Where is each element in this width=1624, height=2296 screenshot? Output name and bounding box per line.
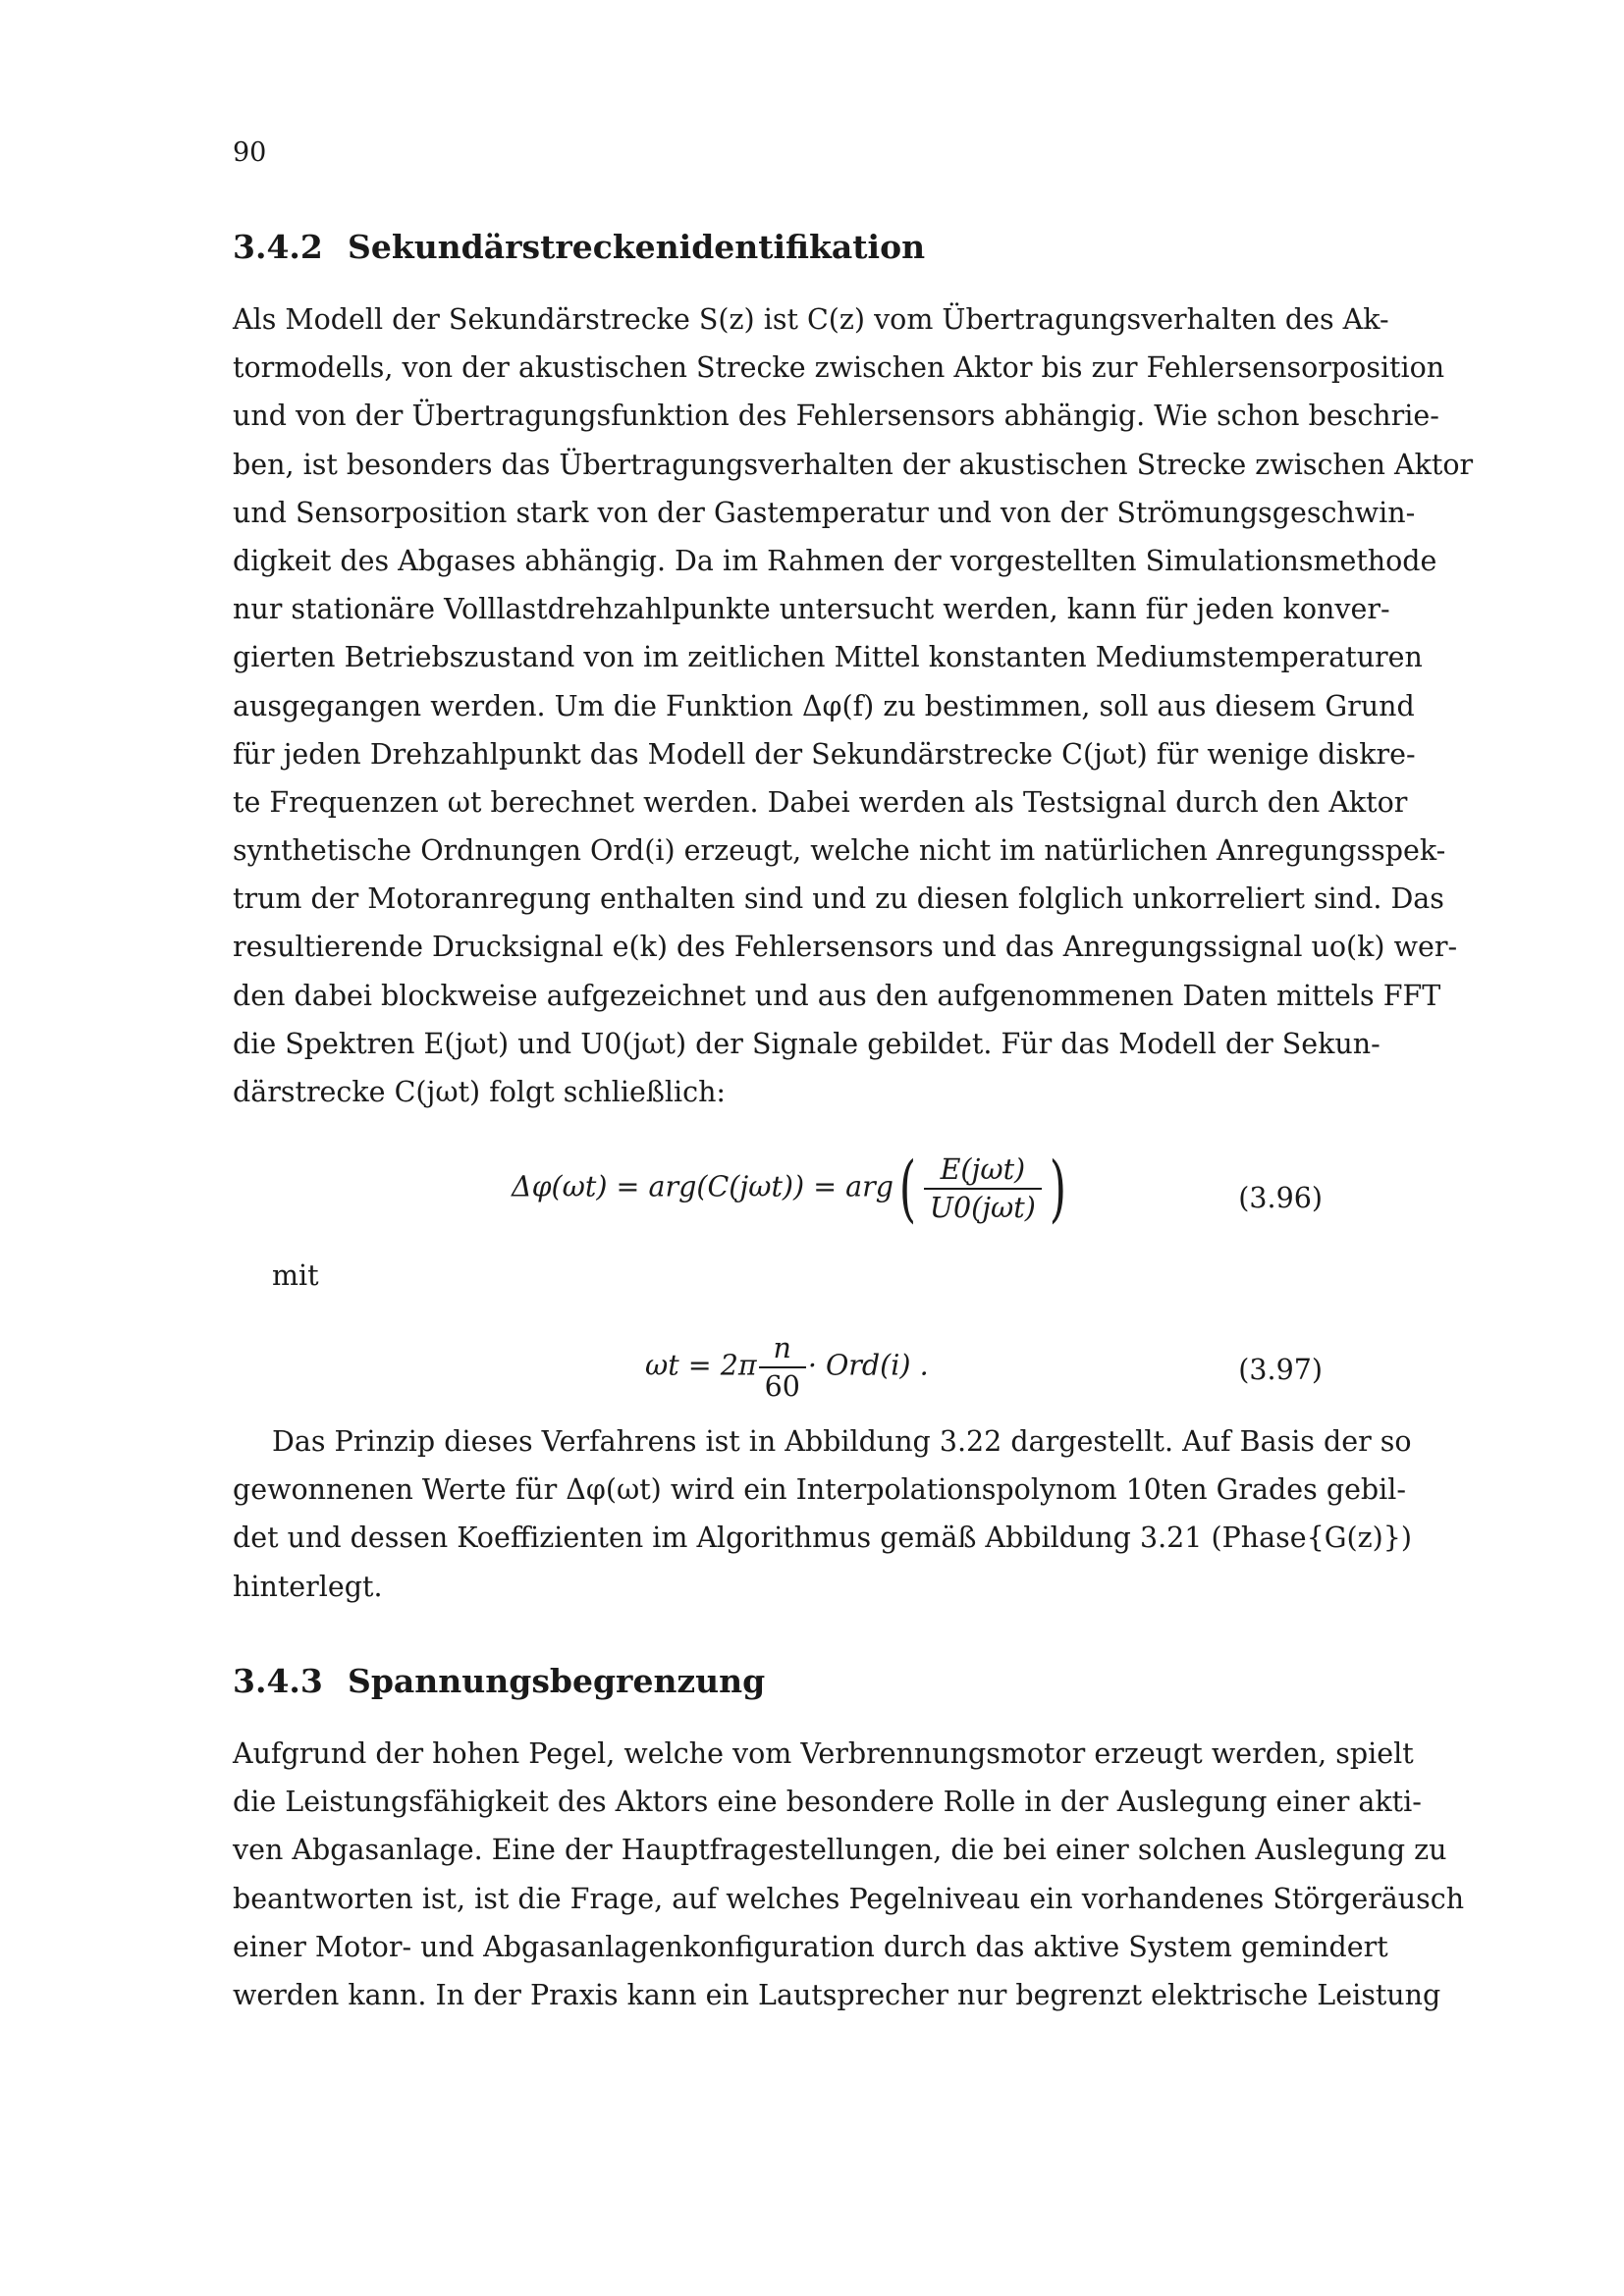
section-title: Sekundärstreckenidentifikation xyxy=(348,228,926,266)
text-line: werden kann. In der Praxis kann ein Lautsprecher nur begrenzt elektrische Leistung xyxy=(233,1978,1441,2011)
text-line: resultierende Drucksignal e(k) des Fehlersensors und das Anregungssignal uo(k) wer- xyxy=(233,931,1458,964)
text-line: te Frequenzen ωt berechnet werden. Dabei werden als Testsignal durch den Aktor xyxy=(233,785,1408,819)
fraction-denominator: U0(jωt) xyxy=(929,1192,1036,1225)
text-line: Als Modell der Sekundärstrecke S(z) ist C(z) vom Übertragungsverhalten des Ak- xyxy=(233,303,1389,336)
page-number: 90 xyxy=(233,137,267,168)
text-line: synthetische Ordnungen Ord(i) erzeugt, welche nicht im natürlichen Anregungsspek- xyxy=(233,834,1446,868)
left-paren: ( xyxy=(898,1147,917,1231)
mit-label: mit xyxy=(272,1259,319,1292)
text-line: ausgegangen werden. Um die Funktion Δφ(f) zu bestimmen, soll aus diesem Grund xyxy=(233,689,1415,722)
section-heading-3-4-2 xyxy=(233,228,925,266)
equation-3-97 xyxy=(233,1330,1323,1418)
text-line: gierten Betriebszustand von im zeitlichen Mittel konstanten Mediumstemperaturen xyxy=(233,641,1423,674)
fraction-numerator: n xyxy=(759,1332,806,1368)
text-line: trum der Motoranregung enthalten sind und zu diesen folglich unkorreliert sind. Das xyxy=(233,882,1444,916)
equation-lhs: Δφ(ωt) = arg(C(jωt)) = arg xyxy=(512,1170,893,1203)
text-line: det und dessen Koeffizienten im Algorithmus gemäß Abbildung 3.21 (Phase{G(z)}) xyxy=(233,1522,1413,1555)
equation-expression xyxy=(512,1147,1072,1231)
equation-rhs: · Ord(i) . xyxy=(807,1349,929,1382)
paragraph-secondary-path xyxy=(233,295,1474,1116)
text-line: digkeit des Abgases abhängig. Da im Rahmen der vorgestellten Simulationsmethode xyxy=(233,544,1437,577)
text-line: beantworten ist, ist die Frage, auf welches Pegelniveau ein vorhandenes Störgeräusch xyxy=(233,1882,1465,1915)
fraction-denominator: 60 xyxy=(764,1370,800,1403)
text-line: einer Motor- und Abgasanlagenkonfiguration durch das aktive System gemindert xyxy=(233,1930,1388,1963)
text-line: ben, ist besonders das Übertragungsverhalten der akustischen Strecke zwischen Aktor xyxy=(233,448,1474,481)
text-line: die Leistungsfähigkeit des Aktors eine besondere Rolle in der Auslegung einer akti- xyxy=(233,1786,1422,1819)
text-line: ven Abgasanlage. Eine der Hauptfragestellungen, die bei einer solchen Auslegung zu xyxy=(233,1834,1447,1867)
text-line: und von der Übertragungsfunktion des Fehlersensors abhängig. Wie schon beschrie- xyxy=(233,400,1439,433)
equation-lhs: ωt = 2π xyxy=(645,1349,757,1382)
text-line: die Spektren E(jωt) und U0(jωt) der Signale gebildet. Für das Modell der Sekun- xyxy=(233,1027,1380,1060)
text-line: nur stationäre Volllastdrehzahlpunkte untersucht werden, kann für jeden konver- xyxy=(233,593,1390,626)
section-title: Spannungsbegrenzung xyxy=(348,1662,766,1700)
text-line: tormodells, von der akustischen Strecke zwischen Aktor bis zur Fehlersensorposition xyxy=(233,351,1445,385)
text-line: Das Prinzip dieses Verfahrens ist in Abbildung 3.22 dargestellt. Auf Basis der so xyxy=(272,1425,1412,1458)
paragraph-principle xyxy=(233,1417,1413,1611)
section-number: 3.4.2 xyxy=(233,228,323,266)
text-line: für jeden Drehzahlpunkt das Modell der Sekundärstrecke C(jωt) für wenige diskre- xyxy=(233,737,1416,771)
paragraph-voltage-limit xyxy=(233,1730,1465,2019)
fraction xyxy=(924,1153,1042,1224)
text-line: gewonnenen Werte für Δφ(ωt) wird ein Interpolationspolynom 10ten Grades gebil- xyxy=(233,1473,1407,1507)
text-line: därstrecke C(jωt) folgt schließlich: xyxy=(233,1076,727,1108)
section-heading-3-4-3 xyxy=(233,1662,765,1700)
right-paren: ) xyxy=(1049,1147,1066,1231)
text-line: den dabei blockweise aufgezeichnet und aus den aufgenommenen Daten mittels FFT xyxy=(233,979,1441,1012)
equation-number: (3.96) xyxy=(1238,1182,1323,1214)
section-number: 3.4.3 xyxy=(233,1662,323,1700)
equation-expression xyxy=(645,1332,929,1403)
equation-3-96 xyxy=(233,1145,1323,1253)
text-line: und Sensorposition stark von der Gastemperatur und von der Strömungsgeschwin- xyxy=(233,496,1416,529)
equation-number: (3.97) xyxy=(1238,1354,1323,1386)
fraction-numerator: E(jωt) xyxy=(924,1153,1042,1190)
text-line: Aufgrund der hohen Pegel, welche vom Verbrennungsmotor erzeugt werden, spielt xyxy=(233,1737,1414,1770)
text-line: hinterlegt. xyxy=(233,1570,383,1603)
fraction xyxy=(759,1332,806,1403)
